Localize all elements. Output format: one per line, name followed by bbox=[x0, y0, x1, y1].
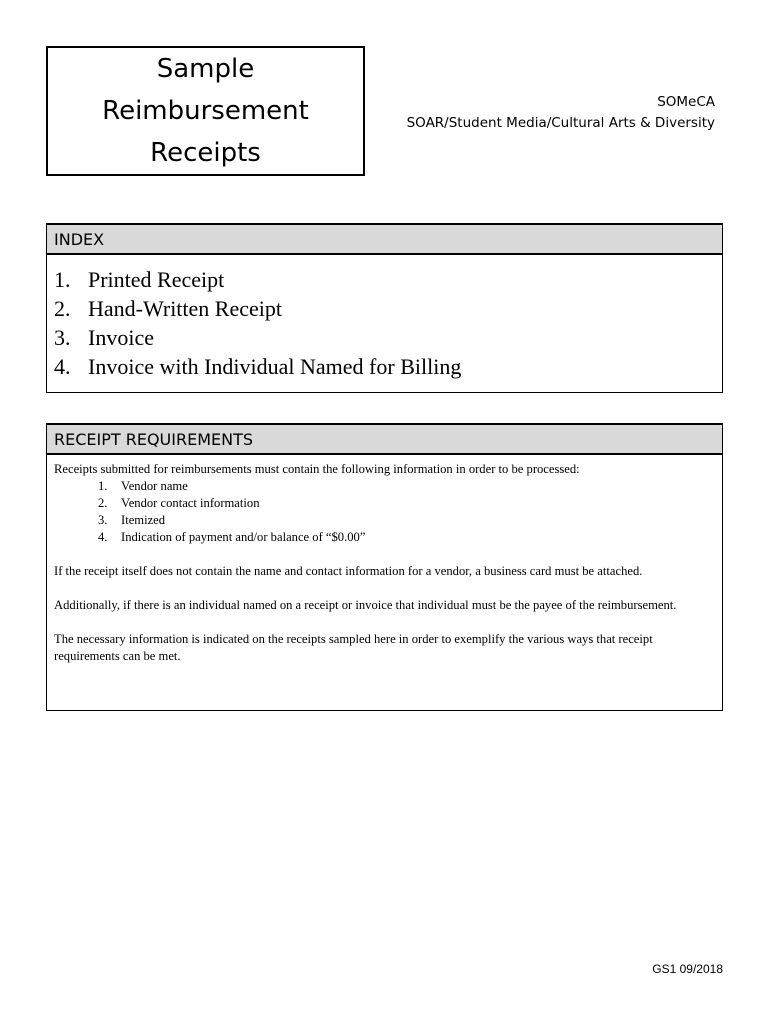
requirement-item bbox=[98, 512, 715, 529]
requirement-number: 2. bbox=[98, 496, 108, 510]
index-item-number: 4. bbox=[54, 354, 71, 379]
index-item-label: Printed Receipt bbox=[88, 267, 225, 292]
title-line-2: Reimbursement bbox=[102, 96, 309, 126]
organization-block bbox=[407, 92, 715, 134]
receipt-requirements-section bbox=[46, 423, 723, 711]
requirements-header: RECEIPT REQUIREMENTS bbox=[47, 425, 722, 455]
business-card-paragraph: If the receipt itself does not contain the name and contact information for a vendor, a business card must be attached. bbox=[54, 564, 643, 578]
index-item-label: Invoice with Individual Named for Billing bbox=[88, 354, 462, 379]
index-list bbox=[47, 255, 722, 381]
requirement-label: Vendor contact information bbox=[121, 496, 260, 510]
organization-full-name: SOAR/Student Media/Cultural Arts & Diversity bbox=[406, 115, 715, 131]
requirements-body bbox=[47, 455, 722, 688]
index-item-number: 2. bbox=[54, 296, 71, 321]
requirements-intro: Receipts submitted for reimbursements must contain the following information in order to be processed: bbox=[54, 462, 580, 476]
requirement-item bbox=[98, 495, 715, 512]
requirements-list bbox=[54, 478, 715, 546]
index-section bbox=[46, 223, 723, 393]
index-item bbox=[47, 265, 722, 294]
index-item-label: Hand-Written Receipt bbox=[88, 296, 282, 321]
title-box bbox=[46, 46, 365, 176]
index-item bbox=[47, 323, 722, 352]
index-header: INDEX bbox=[47, 225, 722, 255]
requirement-number: 3. bbox=[98, 513, 108, 527]
title-line-1: Sample bbox=[156, 54, 255, 84]
requirement-item bbox=[98, 529, 715, 546]
requirement-label: Vendor name bbox=[121, 479, 188, 493]
index-item-number: 3. bbox=[54, 325, 71, 350]
requirement-number: 1. bbox=[98, 479, 108, 493]
title-line-3: Receipts bbox=[150, 138, 261, 168]
requirement-item bbox=[98, 478, 715, 495]
requirement-label: Indication of payment and/or balance of “$0.00” bbox=[121, 530, 366, 544]
index-item-label: Invoice bbox=[88, 325, 154, 350]
index-item bbox=[47, 352, 722, 381]
organization-name: SOMeCA bbox=[657, 94, 715, 110]
samples-paragraph: The necessary information is indicated on the receipts sampled here in order to exemplify the various ways that receipt requirements can be met. bbox=[54, 632, 653, 663]
payee-paragraph: Additionally, if there is an individual named on a receipt or invoice that individual must be the payee of the reimbursement. bbox=[54, 598, 677, 612]
requirement-label: Itemized bbox=[121, 513, 166, 527]
requirement-number: 4. bbox=[98, 530, 108, 544]
form-code: GS1 09/2018 bbox=[652, 962, 723, 976]
index-item-number: 1. bbox=[54, 267, 71, 292]
index-item bbox=[47, 294, 722, 323]
